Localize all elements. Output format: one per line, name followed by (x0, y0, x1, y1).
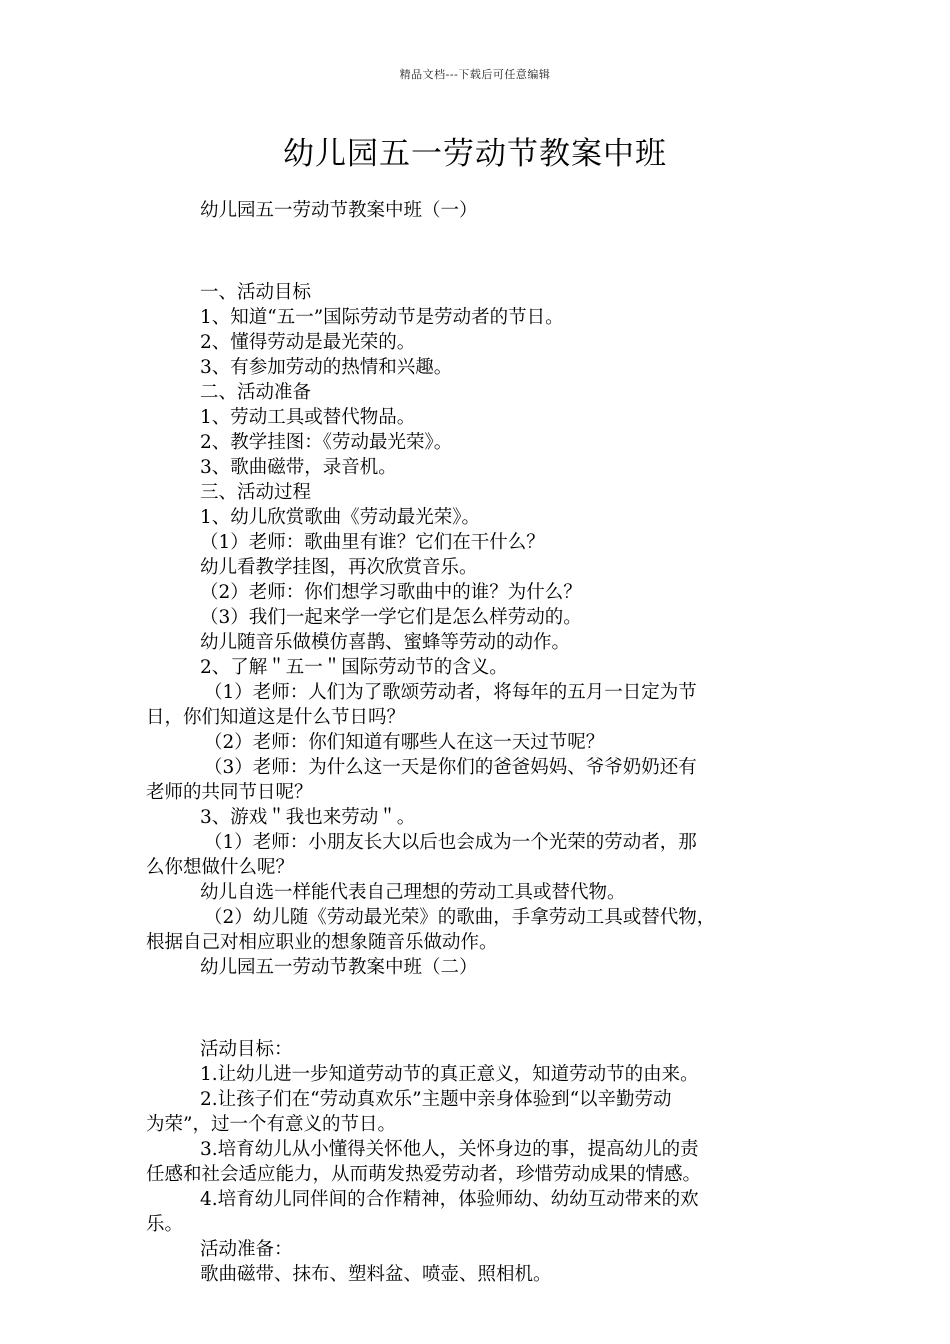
text-line: 么你想做什么呢？ (146, 857, 295, 878)
text-line: 2.让孩子们在“劳动真欢乐”主题中亲身体验到“以辛勤劳动 (200, 1089, 672, 1110)
text-line: 幼儿自选一样能代表自己理想的劳动工具或替代物。 (200, 882, 626, 903)
text-line: 日，你们知道这是什么节日吗？ (146, 707, 406, 728)
text-line: 三、活动过程 (200, 482, 312, 503)
blank-line (146, 239, 818, 264)
text-line: 二、活动准备 (200, 382, 312, 403)
text-line: 幼儿看教学挂图，再次欣赏音乐。 (200, 557, 478, 578)
text-line: 4.培育幼儿同伴间的合作精神，体验师幼、幼幼互动带来的欢 (200, 1189, 699, 1210)
text-line: 活动目标： (200, 1039, 293, 1060)
text-line: （1）老师：小朋友长大以后也会成为一个光荣的劳动者，那 (204, 832, 697, 853)
text-line: 老师的共同节日呢？ (146, 782, 313, 803)
text-line: 3.培育幼儿从小懂得关怀他人，关怀身边的事，提高幼儿的责 (200, 1139, 699, 1160)
text-line: （2）老师：你们知道有哪些人在这一天过节呢？ (204, 732, 605, 753)
text-line: 乐。 (146, 1214, 184, 1235)
text-line: 一、活动目标 (200, 282, 312, 303)
text-line: （3）老师：为什么这一天是你们的爸爸妈妈、爷爷奶奶还有 (204, 757, 697, 778)
text-line: （1）老师：人们为了歌颂劳动者，将每年的五月一日定为节 (204, 682, 697, 703)
text-line: （2）老师：你们想学习歌曲中的谁？为什么？ (200, 582, 582, 603)
text-line: 3、有参加劳动的热情和兴趣。 (200, 357, 453, 378)
text-line: 任感和社会适应能力，从而萌发热爱劳动者，珍惜劳动成果的情感。 (146, 1164, 702, 1185)
text-line: 为荣”，过一个有意义的节日。 (146, 1114, 396, 1135)
document-title: 幼儿园五一劳动节教案中班 (283, 136, 667, 172)
blank-line (146, 996, 818, 1021)
text-line: 幼儿随音乐做模仿喜鹊、蜜蜂等劳动的动作。 (200, 632, 571, 653)
text-line: 幼儿园五一劳动节教案中班（二） (200, 957, 478, 978)
text-line: 1、劳动工具或替代物品。 (200, 407, 416, 428)
text-line: 2、懂得劳动是最光荣的。 (200, 332, 416, 353)
text-line: 活动准备： (200, 1239, 293, 1260)
text-line: 1、知道“五一”国际劳动节是劳动者的节日。 (200, 307, 564, 328)
text-line: 根据自己对相应职业的想象随音乐做动作。 (146, 932, 498, 953)
text-line: 歌曲磁带、抹布、塑料盆、喷壶、照相机。 (200, 1264, 552, 1285)
text-line: 1、幼儿欣赏歌曲《劳动最光荣》。 (200, 507, 481, 528)
header-note: 精品文档---下载后可任意编辑 (399, 68, 551, 81)
text-line: 3、歌曲磁带，录音机。 (200, 457, 397, 478)
text-line: 2、教学挂图：《劳动最光荣》。 (200, 432, 453, 453)
text-line: 2、了解＂五一＂国际劳动节的含义。 (200, 657, 508, 678)
text-line: （3）我们一起来学一学它们是怎么样劳动的。 (200, 607, 582, 628)
text-line: （2）幼儿随《劳动最光荣》的歌曲，手拿劳动工具或替代物， (204, 907, 716, 928)
text-line: （1）老师：歌曲里有谁？它们在干什么？ (200, 532, 545, 553)
text-line: 幼儿园五一劳动节教案中班（一） (200, 200, 478, 221)
text-line: 3、游戏＂我也来劳动＂。 (200, 807, 416, 828)
document-body (146, 198, 818, 1287)
text-line: 1.让幼儿进一步知道劳动节的真正意义，知道劳动节的由来。 (200, 1064, 699, 1085)
